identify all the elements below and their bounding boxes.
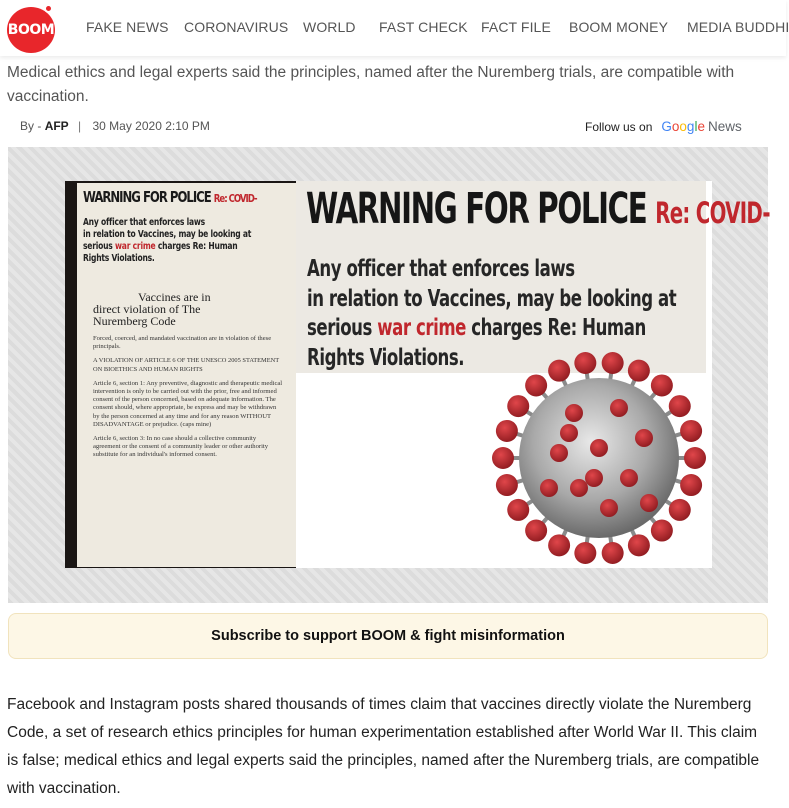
zoomed-warning-title: WARNING FOR POLICE Re: COVID- xyxy=(306,184,770,234)
google-news-logo: Google News xyxy=(661,119,742,134)
article-summary: Medical ethics and legal experts said the principles, named after the Nuremberg trials, are compatible with vaccination. xyxy=(7,64,735,105)
logo-spark-icon xyxy=(44,4,53,13)
zoomed-warning-text: Any officer that enforces laws in relation to Vaccines, may be looking at serious war crime charges Re: Human Rights Violations. xyxy=(307,256,677,371)
subscribe-banner-button[interactable]: Subscribe to support BOOM & fight misinformation xyxy=(8,613,768,659)
coronavirus-illustration xyxy=(479,343,719,573)
phone-warning-text: Any officer that enforces laws in relation to Vaccines, may be looking at serious war crime charges Re: Human Rights Violations. xyxy=(83,217,252,264)
nav-fact-file[interactable]: FACT FILE xyxy=(481,19,551,35)
byline-separator: | xyxy=(78,119,82,133)
nav-fast-check[interactable]: FAST CHECK xyxy=(379,19,468,35)
top-navigation-bar xyxy=(0,0,789,56)
nav-media-buddhi[interactable]: MEDIA BUDDHI xyxy=(687,19,789,35)
follow-label: Follow us on xyxy=(585,119,653,134)
phone-vaccines-heading: Vaccines are in direct violation of The Nuremberg Code xyxy=(93,290,211,328)
boom-logo[interactable] xyxy=(7,7,55,53)
byline-prefix: By - xyxy=(20,119,42,133)
follow-google-news[interactable] xyxy=(585,119,742,134)
featured-image xyxy=(8,147,768,603)
byline xyxy=(20,119,210,133)
zoomed-warning-panel xyxy=(296,181,770,568)
author-link[interactable]: AFP xyxy=(44,119,69,133)
phone-body-text: Forced, coerced, and mandated vaccination are in violation of these principals. A VIOLATION OF ARTICLE 6 OF THE UNESCO 2005 STATEMENT ON BIOETHICS AND HUMAN RIGHTS Article 6, section 1: Any preventive, diagnostic and therapeutic medical intervention is only to be carried out with the prior, free and informed consent of the person concerned, based on adequate information. The consent should, where appropriate, be express and may be withdrawn by the person concerned at any time and for any reason WITHOUT DISADVANTAGE or prejudice. (caps mine) Article 6, section 3: In no case should a collective community agreement or the consent of a community leader or other authority substitute for an individual's informed consent. xyxy=(93,335,283,459)
phone-screenshot xyxy=(65,181,312,568)
nav-boom-money[interactable]: BOOM MONEY xyxy=(569,19,669,35)
nav-coronavirus[interactable]: CORONAVIRUS xyxy=(184,19,289,35)
nav-world[interactable]: WORLD xyxy=(303,19,356,35)
article-body: Facebook and Instagram posts shared thousands of times claim that vaccines directly violate the Nuremberg Code, a set of research ethics principles for human experimentation established after World War II. This claim is false; medical ethics and legal experts said the principles, named after the Nuremberg trials, are compatible with vaccination. xyxy=(7,696,760,797)
logo-text: BOOM xyxy=(7,22,55,38)
phone-warning-title: WARNING FOR POLICE Re: COVID- xyxy=(83,188,257,206)
publish-date: 30 May 2020 2:10 PM xyxy=(92,119,210,133)
nav-fake-news[interactable]: FAKE NEWS xyxy=(86,19,169,35)
phone-screen xyxy=(77,183,297,567)
